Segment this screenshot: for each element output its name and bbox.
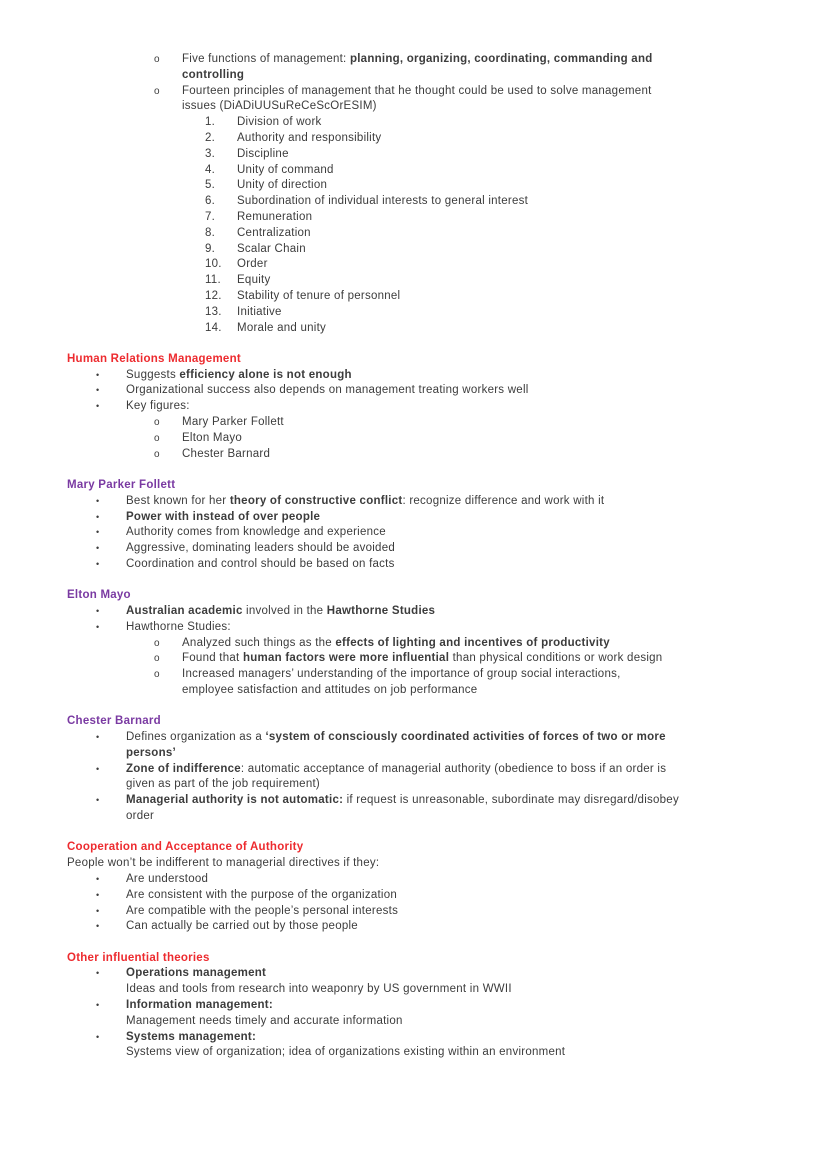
section [67, 52, 828, 336]
text: Equity [237, 274, 271, 287]
text: issues (DiADiUUSuReCeScOrESIM) [182, 100, 377, 113]
text-line [67, 777, 828, 793]
bullet-disc-icon: • [96, 921, 100, 932]
text: Stability of tenure of personnel [237, 289, 401, 302]
text: Hawthorne Studies: [126, 620, 231, 633]
text: involved in the [242, 605, 327, 617]
bullet-disc-icon: • [96, 369, 100, 380]
list-item [67, 321, 828, 337]
text-line [67, 683, 828, 699]
list-item [67, 525, 828, 541]
number-label: 6. [205, 195, 216, 208]
text-line [67, 856, 828, 872]
number-label: 13. [205, 305, 222, 318]
text-line [67, 1045, 828, 1061]
text: Subordination of individual interests to general interest [237, 195, 529, 208]
bold-text: Hawthorne Studies [326, 605, 436, 617]
bold-text: effects of lighting and incentives of productivity [335, 636, 610, 649]
list-item [67, 762, 828, 778]
text: if request is unreasonable, subordinate may disregard/disobey [343, 794, 679, 807]
list-item [67, 667, 828, 683]
text: Morale and unity [237, 321, 327, 334]
bullet-disc-icon: • [96, 889, 100, 900]
list-item [67, 872, 828, 888]
list-item [67, 368, 828, 384]
list-item [67, 541, 828, 557]
bold-text: Managerial authority is not automatic: [126, 794, 344, 807]
text: Authority comes from knowledge and experience [126, 526, 386, 539]
bullet-disc-icon: • [96, 795, 100, 806]
number-label: 10. [205, 258, 222, 271]
section [67, 840, 828, 935]
list-item [67, 1030, 828, 1046]
text: Management needs timely and accurate information [126, 1014, 403, 1027]
section-heading: Cooperation and Acceptance of Authority [67, 841, 304, 854]
list-item [67, 242, 828, 258]
section [67, 478, 828, 573]
bold-text: theory of constructive conflict [229, 494, 403, 507]
text: People won’t be indifferent to managerial directives if they: [67, 857, 380, 870]
text: Scalar Chain [237, 242, 306, 255]
text: Are understood [126, 872, 209, 885]
bullet-circle-icon: o [154, 54, 160, 65]
list-item [67, 651, 828, 667]
number-label: 1. [205, 116, 216, 129]
bold-text: Zone of indifference [126, 762, 241, 775]
section-heading: Mary Parker Follett [67, 478, 176, 491]
list-item [67, 431, 828, 447]
text: Are consistent with the purpose of the organization [126, 888, 398, 901]
number-label: 3. [205, 147, 216, 160]
text: Chester Barnard [182, 447, 271, 460]
bold-text: controlling [182, 68, 245, 81]
bullet-circle-icon: o [154, 637, 160, 649]
number-label: 12. [205, 289, 222, 302]
text: Remuneration [237, 210, 313, 223]
number-label: 2. [205, 131, 216, 144]
text: Five functions of management: [182, 53, 350, 65]
list-item [67, 494, 828, 510]
list-item [67, 730, 828, 746]
section [67, 714, 828, 825]
section-heading: Other influential theories [67, 951, 210, 964]
list-item [67, 604, 828, 620]
text: Key figures: [126, 400, 190, 413]
bullet-disc-icon: • [96, 385, 100, 396]
text: Suggests [126, 368, 180, 381]
text: Best known for her [126, 494, 230, 507]
bullet-circle-icon: o [154, 417, 160, 429]
text-line [67, 982, 828, 998]
text: Found that [182, 652, 243, 665]
number-label: 11. [205, 274, 221, 287]
bold-text: Systems management: [126, 1030, 257, 1043]
bold-text: persons’ [126, 746, 176, 759]
bullet-disc-icon: • [96, 905, 100, 916]
bold-text: Australian academic [126, 605, 243, 617]
text: Discipline [237, 147, 289, 160]
text: than physical conditions or work design [449, 652, 663, 665]
list-item [67, 210, 828, 226]
list-item [67, 84, 828, 100]
list-item [67, 289, 828, 305]
bullet-disc-icon: • [96, 763, 100, 774]
number-label: 8. [205, 226, 216, 239]
text: Coordination and control should be based on facts [126, 557, 395, 570]
number-label: 4. [205, 163, 216, 176]
text: Unity of direction [237, 179, 328, 192]
text-line [67, 99, 828, 115]
list-item [67, 966, 828, 982]
list-item [67, 115, 828, 131]
bullet-disc-icon: • [96, 527, 100, 538]
bullet-disc-icon: • [96, 606, 100, 616]
text: Organizational success also depends on management treating workers well [126, 384, 529, 397]
number-label: 7. [205, 210, 216, 223]
list-item [67, 557, 828, 573]
bullet-disc-icon: • [96, 543, 100, 554]
bullet-disc-icon: • [96, 558, 100, 569]
bullet-disc-icon: • [96, 968, 100, 979]
list-item [67, 178, 828, 194]
bold-text: Operations management [126, 967, 267, 980]
text: Increased managers’ understanding of the importance of group social interactions, [182, 668, 621, 681]
list-item [67, 257, 828, 273]
text: Elton Mayo [182, 431, 243, 444]
text: : recognize difference and work with it [402, 494, 605, 507]
bullet-circle-icon: o [154, 448, 160, 460]
list-item [67, 888, 828, 904]
text: Aggressive, dominating leaders should be avoided [126, 542, 395, 555]
text: : automatic acceptance of managerial authority (obedience to boss if an order is [240, 762, 667, 775]
list-item [67, 194, 828, 210]
list-item [67, 793, 828, 809]
text: Fourteen principles of management that he thought could be used to solve management [182, 84, 652, 97]
bold-text: Power with instead of over people [126, 510, 321, 523]
text-line [67, 809, 828, 825]
text-line [67, 68, 828, 84]
bold-text: planning, organizing, coordinating, commanding and [349, 53, 653, 65]
list-item [67, 998, 828, 1014]
list-item [67, 226, 828, 242]
bullet-disc-icon: • [96, 1031, 100, 1042]
text: Systems view of organization; idea of organizations existing within an environment [126, 1046, 566, 1059]
bullet-circle-icon: o [154, 669, 160, 681]
number-label: 14. [205, 321, 222, 334]
text: Mary Parker Follett [182, 416, 284, 429]
text: Centralization [237, 226, 311, 239]
section-heading: Chester Barnard [67, 715, 161, 728]
list-item [67, 52, 828, 68]
section-heading: Elton Mayo [67, 589, 131, 602]
text-line [67, 746, 828, 762]
text: employee satisfaction and attitudes on job performance [182, 683, 478, 696]
text: Can actually be carried out by those people [126, 920, 358, 933]
bold-text: Information management: [126, 999, 273, 1012]
list-item [67, 904, 828, 920]
list-item [67, 383, 828, 399]
number-label: 9. [205, 242, 216, 255]
section-heading: Human Relations Management [67, 352, 241, 365]
section [67, 951, 828, 1062]
bullet-disc-icon: • [96, 511, 100, 522]
section [67, 352, 828, 463]
text: Ideas and tools from research into weaponry by US government in WWII [126, 983, 512, 996]
bullet-disc-icon: • [96, 1000, 100, 1011]
number-label: 5. [205, 179, 216, 192]
bullet-disc-icon: • [96, 621, 100, 632]
text: given as part of the job requirement) [126, 778, 320, 791]
bullet-disc-icon: • [96, 732, 100, 743]
bullet-circle-icon: o [154, 85, 160, 97]
bullet-disc-icon: • [96, 401, 100, 412]
bullet-circle-icon: o [154, 432, 160, 444]
list-item [67, 305, 828, 321]
list-item [67, 636, 828, 652]
list-item [67, 163, 828, 179]
text: order [126, 810, 155, 823]
bullet-disc-icon: • [96, 873, 100, 884]
section [67, 588, 828, 699]
text: Unity of command [237, 163, 334, 176]
text: Are compatible with the people’s personal interests [126, 904, 399, 917]
text: Division of work [237, 116, 322, 129]
bold-text: ‘system of consciously coordinated activities of forces of two or more [265, 731, 666, 744]
bullet-circle-icon: o [154, 653, 160, 665]
list-item [67, 620, 828, 636]
list-item [67, 131, 828, 147]
list-item [67, 919, 828, 935]
text: Order [237, 258, 268, 271]
text-line [67, 1014, 828, 1030]
bold-text: human factors were more influential [242, 652, 450, 665]
list-item [67, 447, 828, 463]
text: Authority and responsibility [237, 131, 382, 144]
text: Analyzed such things as the [182, 636, 336, 649]
list-item [67, 399, 828, 415]
list-item [67, 147, 828, 163]
text: Defines organization as a [126, 731, 266, 744]
bold-text: efficiency alone is not enough [179, 368, 352, 381]
bullet-disc-icon: • [96, 495, 100, 506]
list-item [67, 510, 828, 526]
text: Initiative [237, 305, 282, 318]
list-item [67, 273, 828, 289]
list-item [67, 415, 828, 431]
